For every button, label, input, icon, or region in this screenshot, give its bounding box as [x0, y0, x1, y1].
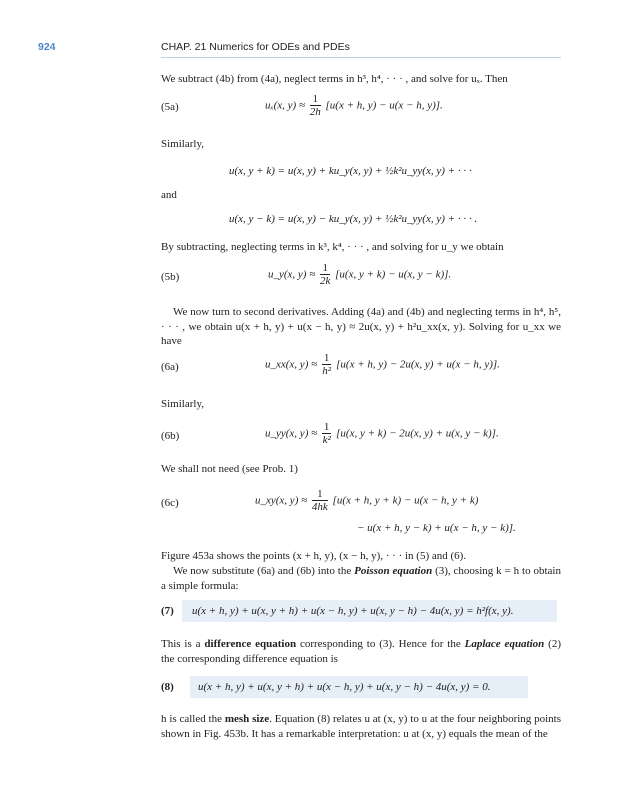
eq-label-8: (8): [161, 681, 174, 693]
eq-6c-den: 4hk: [311, 501, 328, 513]
eq-6b-fraction: [322, 422, 332, 446]
eq-label-5a: (5a): [161, 101, 179, 113]
eq-6b-rhs: [u(x, y + k) − 2u(x, y) + u(x, y − k)].: [336, 427, 499, 440]
mesh-text-b: . Equation (8) relates u at (x, y) to u at the four neighboring points shown in Fig. 453b. It has a remarkable interpretation: u at (x, y) equals the mean of the: [161, 713, 561, 740]
eq-6b-lhs: u_yy(x, y) ≈: [265, 427, 318, 440]
paragraph-subtract: We subtract (4b) from (4a), neglect terms in h³, h⁴, · · · , and solve for uₓ. Then: [161, 73, 508, 85]
eq-5a-num: 1: [310, 94, 321, 106]
eq-label-6a: (6a): [161, 361, 179, 373]
eq-6c-num: 1: [312, 489, 328, 501]
equation-taylor-minus-k: u(x, y − k) = u(x, y) − ku_y(x, y) + ½k²u_yy(x, y) + · · · .: [229, 213, 478, 225]
eq-5a-rhs: [u(x + h, y) − u(x − h, y)].: [325, 99, 443, 112]
paragraph-shall-not-need: We shall not need (see Prob. 1): [161, 463, 298, 475]
eq-6a-rhs: [u(x + h, y) − 2u(x, y) + u(x − h, y)].: [336, 358, 500, 371]
eq-label-6c: (6c): [161, 497, 179, 509]
poisson-text-a: We now substitute (6a) and (6b) into the: [173, 565, 355, 577]
eq-5b-rhs: [u(x, y + k) − u(x, y − k)].: [335, 268, 452, 281]
poisson-text-b: (3), choosing k = h to obtain a simple formula:: [161, 565, 561, 592]
equation-8: u(x + h, y) + u(x, y + h) + u(x − h, y) + u(x, y − h) − 4u(x, y) = 0.: [198, 681, 491, 693]
mesh-size-term: mesh size: [224, 713, 270, 725]
eq-6a-num: 1: [323, 352, 330, 364]
eq-6a-den: h²: [322, 365, 332, 377]
eq-6a-lhs: u_xx(x, y) ≈: [265, 358, 318, 371]
eq-label-5b: (5b): [161, 271, 180, 283]
eq-5b-num: 1: [320, 263, 330, 275]
eq-label-7: (7): [161, 605, 174, 617]
chapter-title: CHAP. 21 Numerics for ODEs and PDEs: [161, 41, 350, 53]
diff-text-b: corresponding to (3). Hence for the: [296, 638, 465, 650]
eq-label-6b: (6b): [161, 430, 180, 442]
eq-5a-den: 2h: [309, 106, 321, 118]
header-rule: [161, 57, 561, 58]
paragraph-difference: [161, 637, 561, 666]
eq-6c-rhs-line1: [u(x + h, y + k) − u(x − h, y + k): [332, 494, 479, 507]
paragraph-similarly-1: Similarly,: [161, 138, 204, 150]
poisson-term: Poisson equation: [354, 565, 433, 577]
equation-taylor-plus-k: u(x, y + k) = u(x, y) + ku_y(x, y) + ½k²u_yy(x, y) + · · ·: [229, 165, 472, 177]
diff-text-a: This is a: [161, 638, 205, 650]
eq-6a-fraction: [322, 353, 332, 377]
eq-5a-fraction: [310, 94, 321, 118]
eq-6c-fraction: [312, 489, 328, 513]
paragraph-and: and: [161, 189, 177, 201]
difference-term: difference equation: [204, 638, 297, 650]
eq-6b-den: k²: [322, 434, 331, 446]
laplace-term: Laplace equation: [464, 638, 545, 650]
equation-5a: [265, 94, 443, 118]
equation-6c-line2: − u(x + h, y − k) + u(x − h, y − k)].: [357, 522, 516, 534]
eq-6b-num: 1: [323, 421, 330, 433]
paragraph-subtracting: By subtracting, neglecting terms in k³, k⁴, · · · , and solving for u_y we obtain: [161, 241, 504, 253]
eq-5a-lhs: uₓ(x, y) ≈: [265, 99, 306, 112]
equation-7: u(x + h, y) + u(x, y + h) + u(x − h, y) + u(x, y − h) − 4u(x, y) = h²f(x, y).: [192, 605, 514, 617]
paragraph-figure: Figure 453a shows the points (x + h, y), (x − h, y), · · · in (5) and (6).: [161, 550, 467, 562]
eq-5b-den: 2k: [320, 275, 331, 287]
diff-text-c: (2) the corresponding difference equation is: [161, 638, 561, 665]
eq-5b-fraction: [320, 263, 330, 287]
equation-6a: [265, 353, 500, 377]
mesh-text-a: h is called the: [161, 713, 225, 725]
equation-6c: [255, 489, 478, 513]
paragraph-poisson: [161, 564, 561, 593]
eq-6c-lhs: u_xy(x, y) ≈: [255, 494, 308, 507]
paragraph-second-derivatives: We now turn to second derivatives. Adding (4a) and (4b) and neglecting terms in h⁴, h⁵, · · · , we obtain u(x + h, y) + u(x − h, y) ≈ 2u(x, y) + h²u_xx(x, y). Solving for u_xx we have: [161, 306, 561, 347]
equation-6b: [265, 422, 499, 446]
equation-5b: [268, 263, 451, 287]
page-number: 924: [38, 41, 56, 53]
running-header: [0, 41, 639, 57]
paragraph-mesh-size: [161, 712, 561, 741]
eq-5b-lhs: u_y(x, y) ≈: [268, 268, 316, 281]
paragraph-similarly-2: Similarly,: [161, 398, 204, 410]
